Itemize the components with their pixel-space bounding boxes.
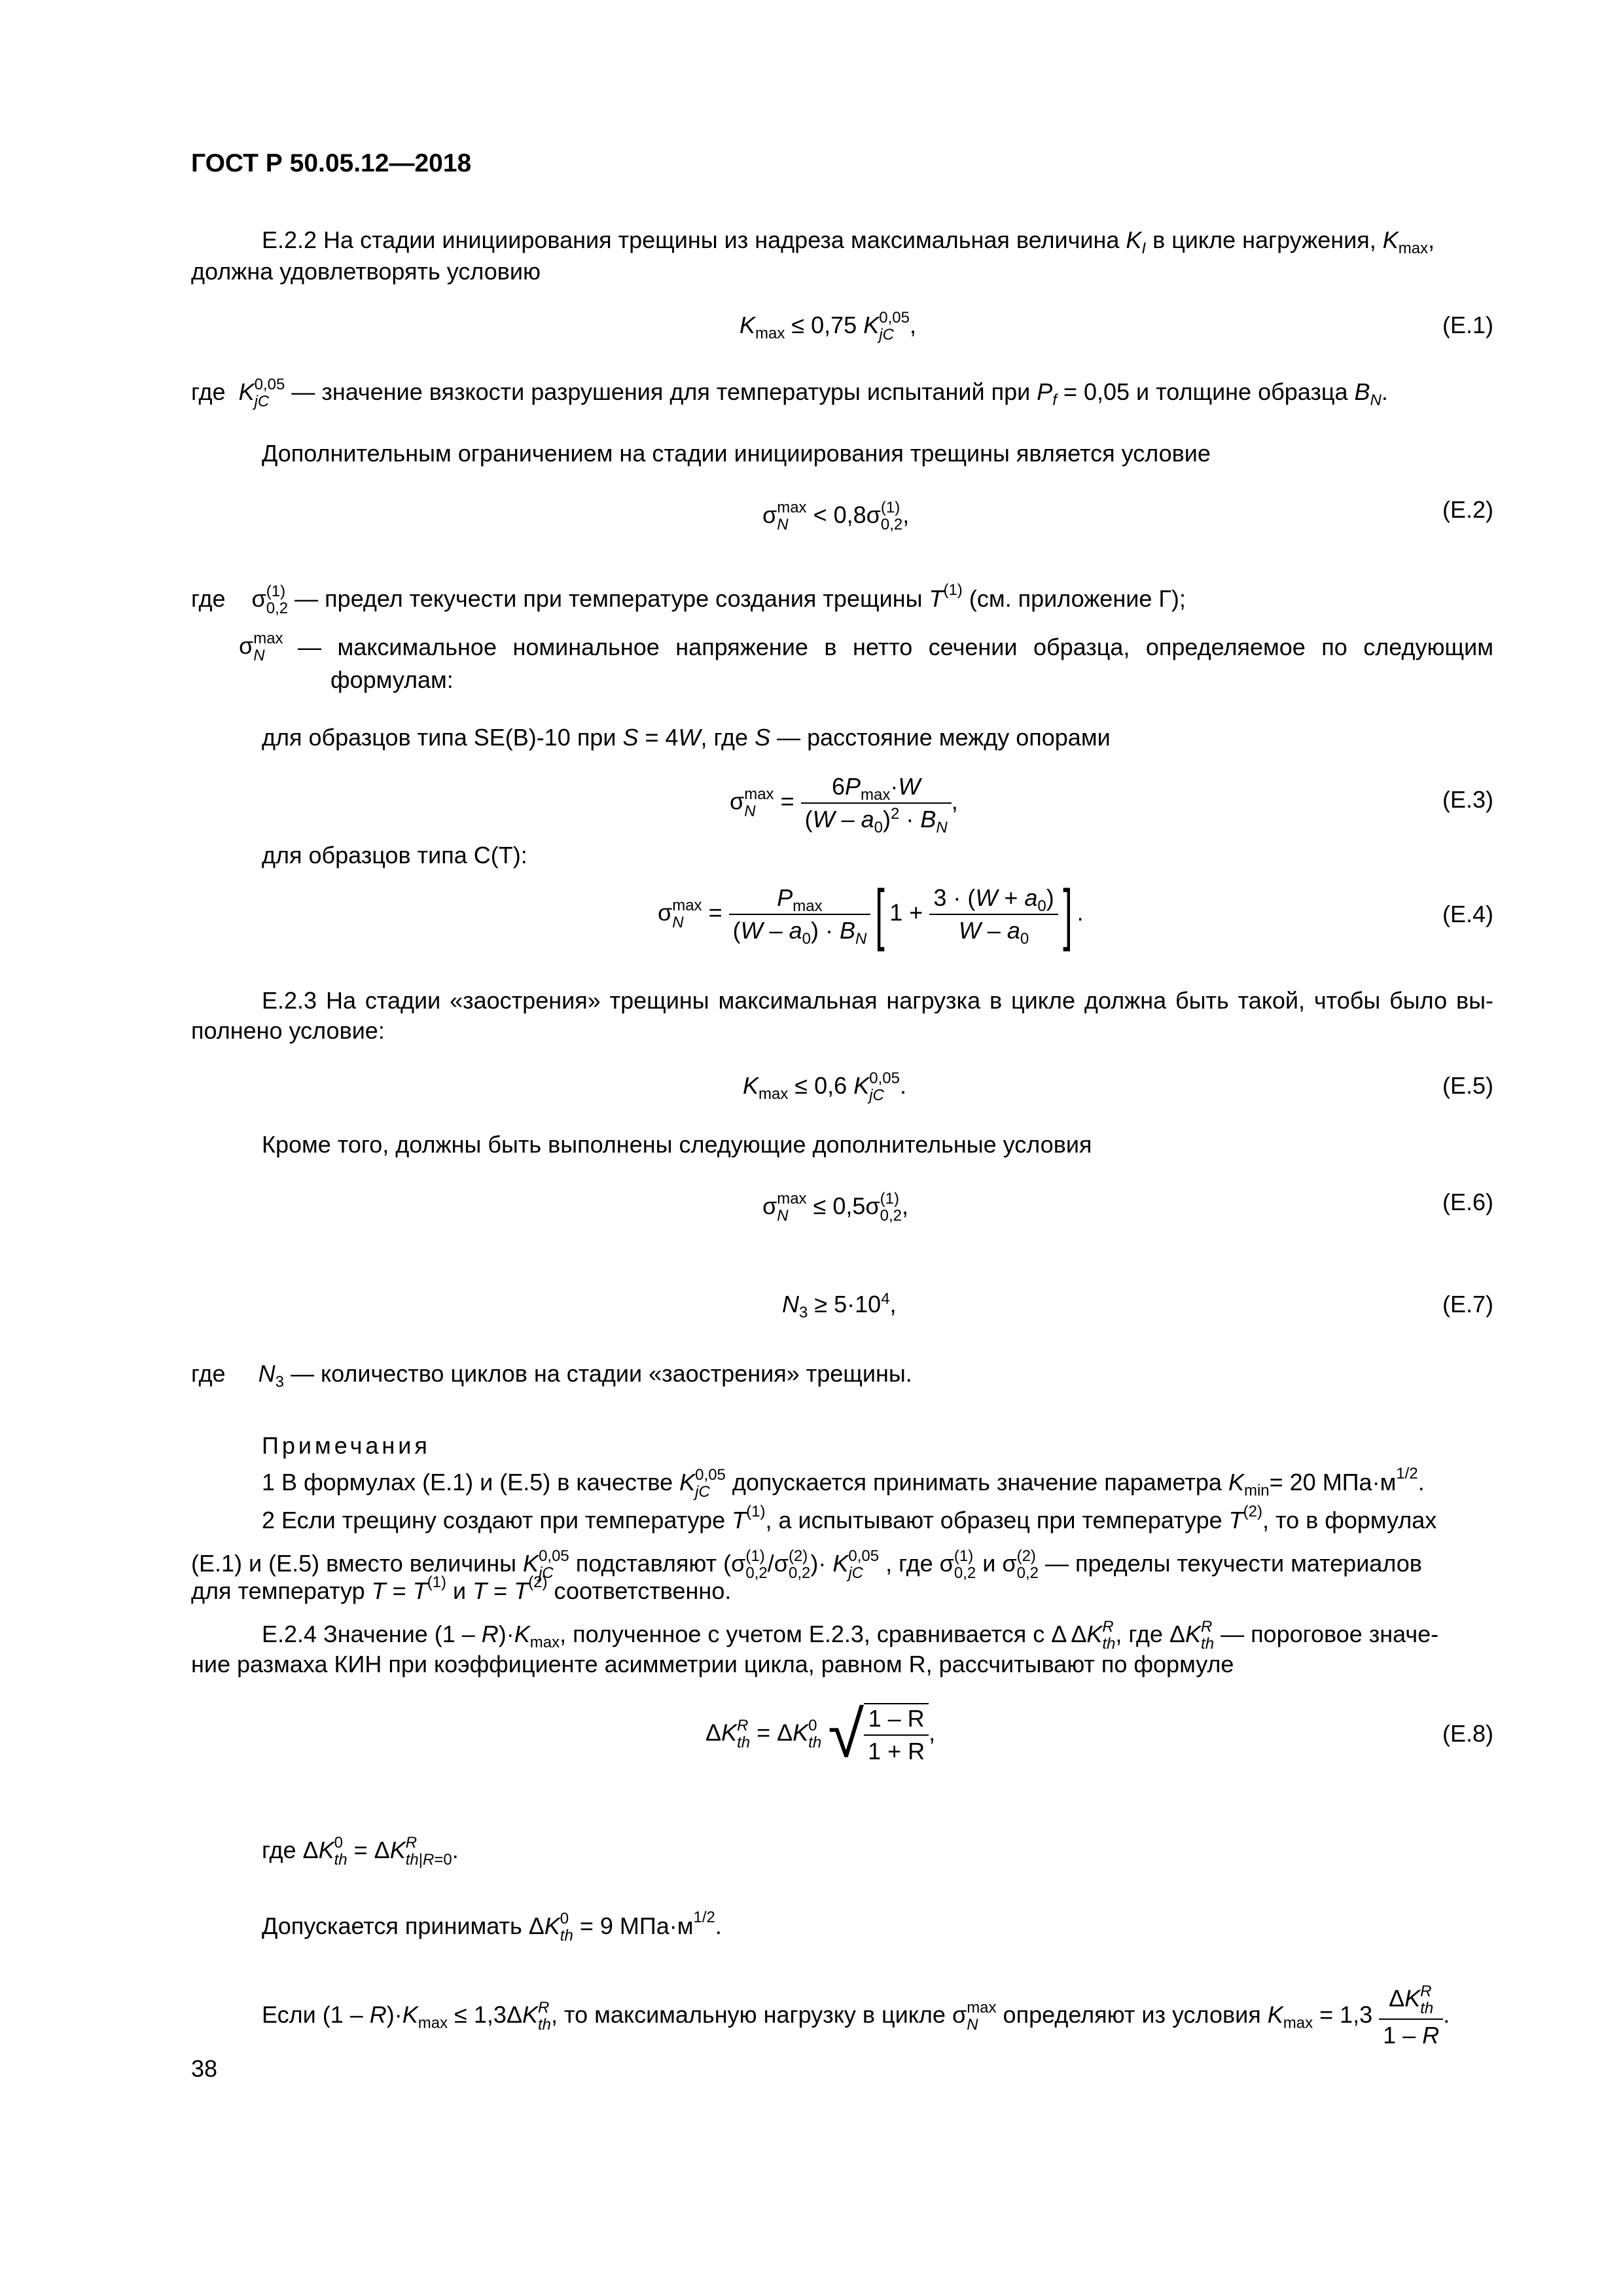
notes-title: Примечания (262, 1432, 431, 1459)
equation-number: (Е.4) (1442, 901, 1493, 927)
where-line-5: где ΔK0 th = ΔKR th|R=0. (262, 1834, 459, 1869)
equation-e7: $N_3 \ge 5\cdot 10^4$, (782, 1290, 897, 1322)
equation-number: (Е.1) (1442, 312, 1493, 338)
paragraph-e22-line1: Е.2.2 На стадии инициирования трещины из надреза максимальная величина $K_I$ в цикле нагружения, $K_{max}$, (262, 226, 1435, 258)
paragraph-e22-line2: должна удовлетворять условию (191, 258, 541, 285)
paragraph-e24-line2: ние размаха КИН при коэффициенте асимметрии цикла, равном R, рассчитывают по формуле (191, 1651, 1234, 1677)
where-line-4: где $N_3$ — количество циклов на стадии «заострения» трещины. (191, 1360, 912, 1391)
where-line-1: где K0,05 jC — значение вязкости разрушения для температуры испытаний при $P_f = 0,05$ и толщине образца $B_N$. (191, 376, 1388, 411)
paragraph-ct: для образцов типа С(Т): (262, 842, 527, 869)
equation-e8: ΔKR th = ΔK0 th √ $\frac{1 - R}{1 + R}$ , (705, 1698, 936, 1771)
where-sigma-label: σmax N (239, 630, 283, 665)
where-line-3: — максимальное номинальное напряжение в нетто сечении образца, определяемое по следующим (298, 634, 1493, 660)
note-1: 1 В формулах (Е.1) и (Е.5) в качестве K0,05 jC допускается принимать значение параметра $K_{min}= 20$ $МПа\cdot м^{1/2}$. (262, 1465, 1425, 1501)
equation-number: (Е.7) (1442, 1291, 1493, 1318)
text: Е.2.2 На стадии инициирования трещины из надреза максимальная величина (262, 226, 1120, 253)
equation-e6: σmax N ≤ 0,5σ(1) 0,2, (762, 1190, 908, 1225)
equation-number: (Е.6) (1442, 1189, 1493, 1215)
equation-e3: σmax N = $\frac{6P_{max}\cdot W}{(W - a_0)^2 \cdot B_N}$ , (730, 773, 958, 837)
equation-e2: σmax N < 0,8σ(1) 0,2, (762, 499, 910, 534)
where-line-2: где σ(1) 0,2 — предел текучести при температуре создания трещины $T^{(1)}$ (см. приложение Г); (191, 581, 1186, 618)
paragraph-allowed: Допускается принимать ΔK0 th = 9 $МПа\cdot м^{1/2}$. (262, 1909, 722, 1945)
paragraph-if: Если $(1 - R)\cdot K_{max} \le 1,3\Delta KR$ th, то максимальную нагрузку в цикле σmax N определяют из условия $K_{max} = 1,3$ ΔKR th 1 – R . (262, 1982, 1450, 2049)
equation-number: (Е.3) (1442, 786, 1493, 813)
equation-e5: $K_{max} \le 0,6$ K0,05 jC . (743, 1069, 906, 1105)
paragraph-e23-line1: Е.2.3 На стадии «заострения» трещины максимальная нагрузка в цикле должна быть такой, чтобы было вы- (262, 987, 1493, 1014)
equation-number: (Е.2) (1442, 496, 1493, 523)
note-2-line1: 2 Если трещину создают при температуре $T^{(1)}$, а испытывают образец при температуре $T^{(2)}$, то в формулах (262, 1503, 1437, 1534)
equation-number: (Е.8) (1442, 1720, 1493, 1747)
equation-e4: σmax N = $\frac{P_{max}}{(W - a_0) \cdot B_N}$ [ 1 + $\frac{3 \cdot (W + a_0)}{W - a_0}$ ] . (658, 876, 1084, 952)
note-2-line2: (Е.1) и (Е.5) вместо величины K0,05 jC подставляют (σ(1) 0,2/σ(2) 0,2)· K0,05 jC , где σ(1) 0,2 и σ(2) 0,2 — пределы текучести материалов (191, 1547, 1422, 1583)
paragraph-e24-line1: Е.2.4 Значение $(1 - R)\cdot K_{max}$, полученное с учетом Е.2.3, сравнивается с Δ ΔKR th, где ΔKR th — пороговое значе- (262, 1618, 1439, 1653)
paragraph-besides: Кроме того, должны быть выполнены следующие дополнительные условия (262, 1131, 1092, 1158)
text: в цикле нагружения, (1152, 226, 1376, 253)
paragraph-additional: Дополнительным ограничением на стадии инициирования трещины является условие (262, 440, 1211, 467)
page-header: ГОСТ Р 50.05.12—2018 (191, 149, 472, 177)
note-2-line3: для температур $T = T^{(1)}$ и $T = T^{(2)}$ соответственно. (191, 1573, 732, 1604)
where-line-3b: формулам: (330, 666, 454, 693)
paragraph-se: для образцов типа SE(B)-10 при S = 4W, где S — расстояние между опорами (262, 724, 1111, 751)
page-number: 38 (191, 2055, 218, 2082)
equation-e1: $K_{max} \le 0,75$ K0,05 jC , (740, 309, 916, 344)
equation-number: (Е.5) (1442, 1072, 1493, 1099)
paragraph-e23-line2: полнено условие: (191, 1017, 385, 1044)
